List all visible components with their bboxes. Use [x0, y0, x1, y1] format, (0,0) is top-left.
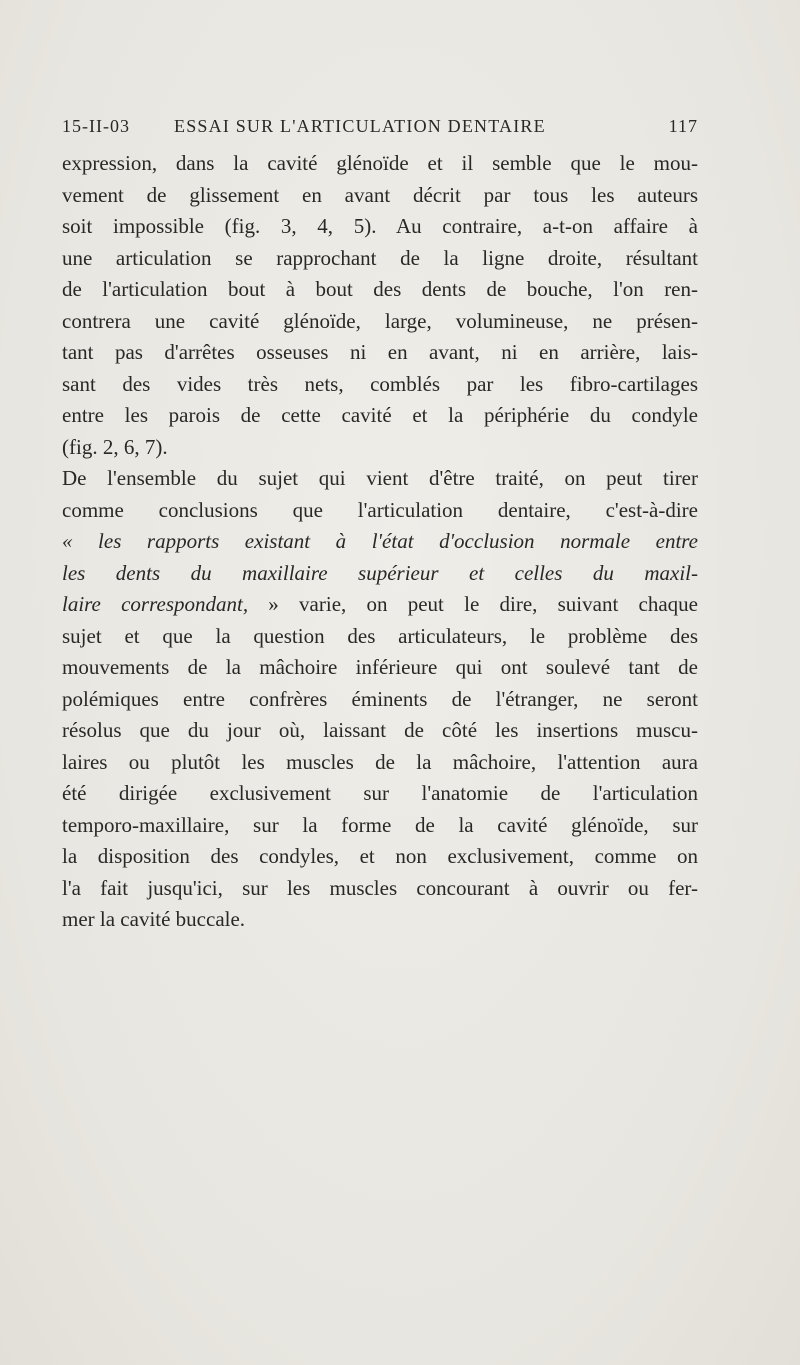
text-line: expression, dans la cavité glénoïde et il semble que le mou-	[62, 151, 698, 175]
text-line: été dirigée exclusivement sur l'anatomie de l'articulation	[62, 781, 698, 805]
text-line: une articulation se rapprochant de la ligne droite, résultant	[62, 245, 698, 270]
text-line: sujet et que la question des articulateurs, le problème des	[62, 623, 698, 648]
text-line: sant des vides très nets, comblés par les fibro-cartilages	[62, 371, 698, 396]
running-head	[62, 116, 698, 140]
text-line: résolus que du jour où, laissant de côté les insertions muscu-	[62, 718, 698, 742]
text-line: vement de glissement en avant décrit par tous les auteurs	[62, 182, 698, 207]
text-line: polémiques entre confrères éminents de l'étranger, ne seront	[62, 686, 698, 711]
text-line: laires ou plutôt les muscles de la mâchoire, l'attention aura	[62, 749, 698, 774]
text-line: temporo-maxillaire, sur la forme de la cavité glénoïde, sur	[62, 812, 698, 837]
page-number: 117	[668, 116, 698, 136]
text-line	[62, 589, 698, 621]
text-line: tant pas d'arrêtes osseuses ni en avant, ni en arrière, lais-	[62, 340, 698, 364]
text-line: comme conclusions que l'articulation dentaire, c'est-à-dire	[62, 497, 698, 522]
text-line: De l'ensemble du sujet qui vient d'être traité, on peut tirer	[62, 466, 698, 490]
text-line: entre les parois de cette cavité et la périphérie du condyle	[62, 403, 698, 427]
text-line: (fig. 2, 6, 7).	[62, 434, 168, 459]
text-line: l'a fait jusqu'ici, sur les muscles concourant à ouvrir ou fer-	[62, 875, 698, 900]
text-line: soit impossible (fig. 3, 4, 5). Au contraire, a-t-on affaire à	[62, 214, 698, 238]
roman-phrase: » varie, on peut le dire, suivant chaque	[248, 592, 698, 616]
text-line: « les rapports existant à l'état d'occlusion normale entre	[62, 529, 698, 553]
text-line: contrera une cavité glénoïde, large, volumineuse, ne présen-	[62, 308, 698, 333]
text-line: mouvements de la mâchoire inférieure qui ont soulevé tant de	[62, 655, 698, 679]
text-line: les dents du maxillaire supérieur et celles du maxil-	[62, 560, 698, 585]
header-title: ESSAI SUR L'ARTICULATION DENTAIRE	[174, 116, 546, 136]
text-line: la disposition des condyles, et non exclusivement, comme on	[62, 844, 698, 868]
text-line: mer la cavité buccale.	[62, 907, 246, 931]
header-date: 15-II-03	[62, 116, 130, 136]
text-line: de l'articulation bout à bout des dents de bouche, l'on ren-	[62, 277, 698, 301]
italic-phrase: laire correspondant,	[62, 592, 249, 616]
body-text	[62, 148, 698, 936]
